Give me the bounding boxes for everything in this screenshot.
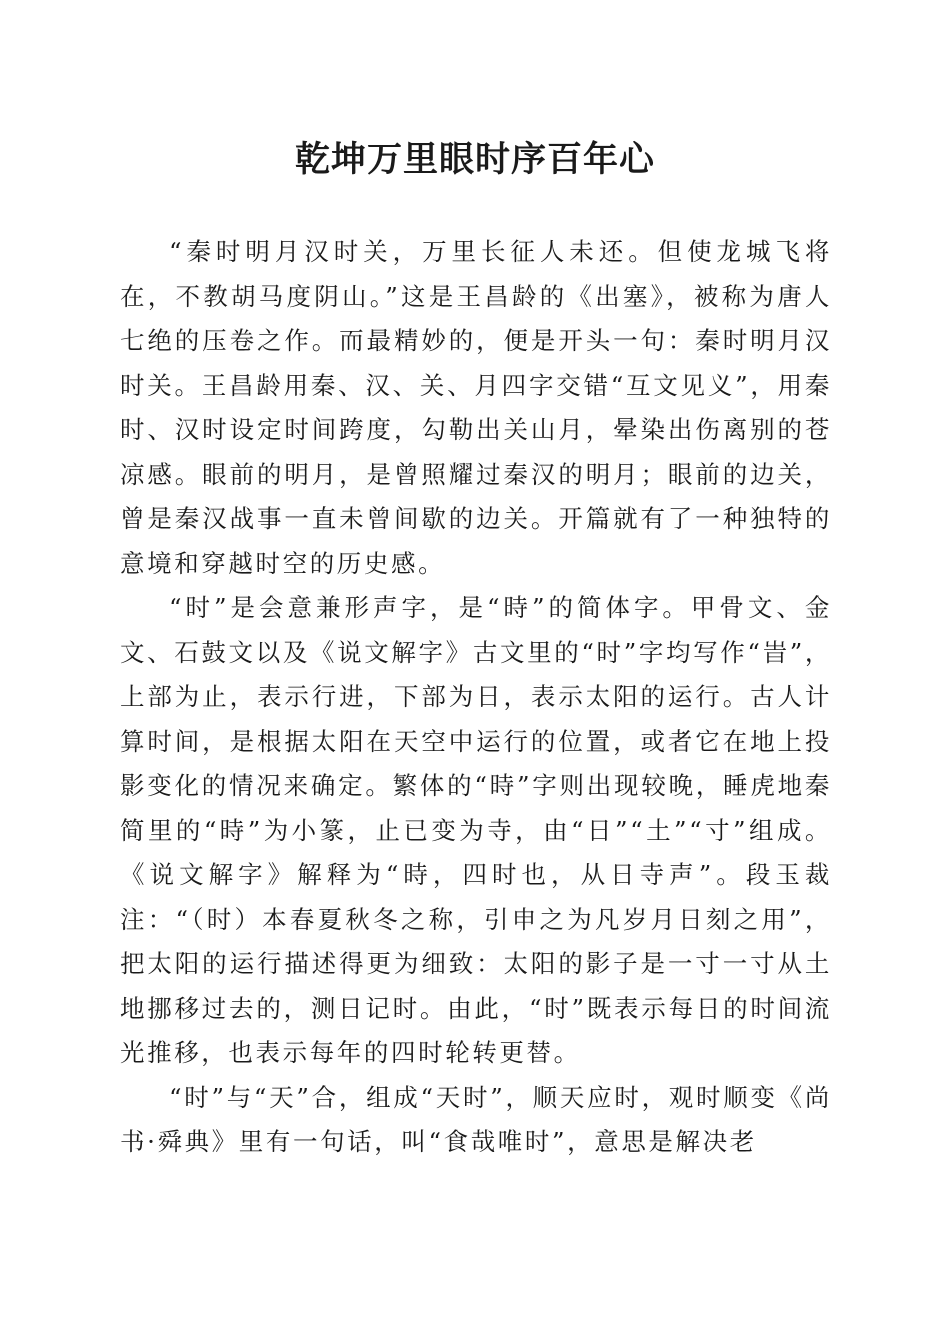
article-body bbox=[120, 230, 832, 1165]
paragraph: “时”与“天”合，组成“天时”，顺天应时，观时顺变《尚书·舜典》里有一句话，叫“食哉唯时”，意思是解决老 bbox=[120, 1082, 832, 1156]
paragraph: “时”是会意兼形声字，是“時”的简体字。甲骨文、金文、石鼓文以及《说文解字》古文里的“时”字均写作“旹”，上部为止，表示行进，下部为日，表示太阳的运行。古人计算时间，是根据太阳在天空中运行的位置，或者它在地上投影变化的情况来确定。繁体的“時”字则出现较晚，睡虎地秦简里的“時”为小篆，止已变为寺，由“日”“土”“寸”组成。《说文解字》解释为“時，四时也，从日寺声”。段玉裁注：“（时）本春夏秋冬之称，引申之为凡岁月日刻之用”，把太阳的运行描述得更为细致：太阳的影子是一寸一寸从土地挪移过去的，测日记时。由此，“时”既表示每日的时间流光推移，也表示每年的四时轮转更替。 bbox=[120, 593, 832, 1067]
page-title: 乾坤万里眼时序百年心 bbox=[294, 139, 655, 180]
paragraph: “秦时明月汉时关，万里长征人未还。但使龙城飞将在，不教胡马度阴山。”这是王昌龄的《出塞》，被称为唐人七绝的压卷之作。而最精妙的，便是开头一句：秦时明月汉时关。王昌龄用秦、汉、关、月四字交错“互文见义”，用秦时、汉时设定时间跨度，勾勒出关山月，晕染出伤离别的苍凉感。眼前的明月，是曾照耀过秦汉的明月；眼前的边关，曾是秦汉战事一直未曾间歇的边关。开篇就有了一种独特的意境和穿越时空的历史感。 bbox=[120, 237, 832, 578]
